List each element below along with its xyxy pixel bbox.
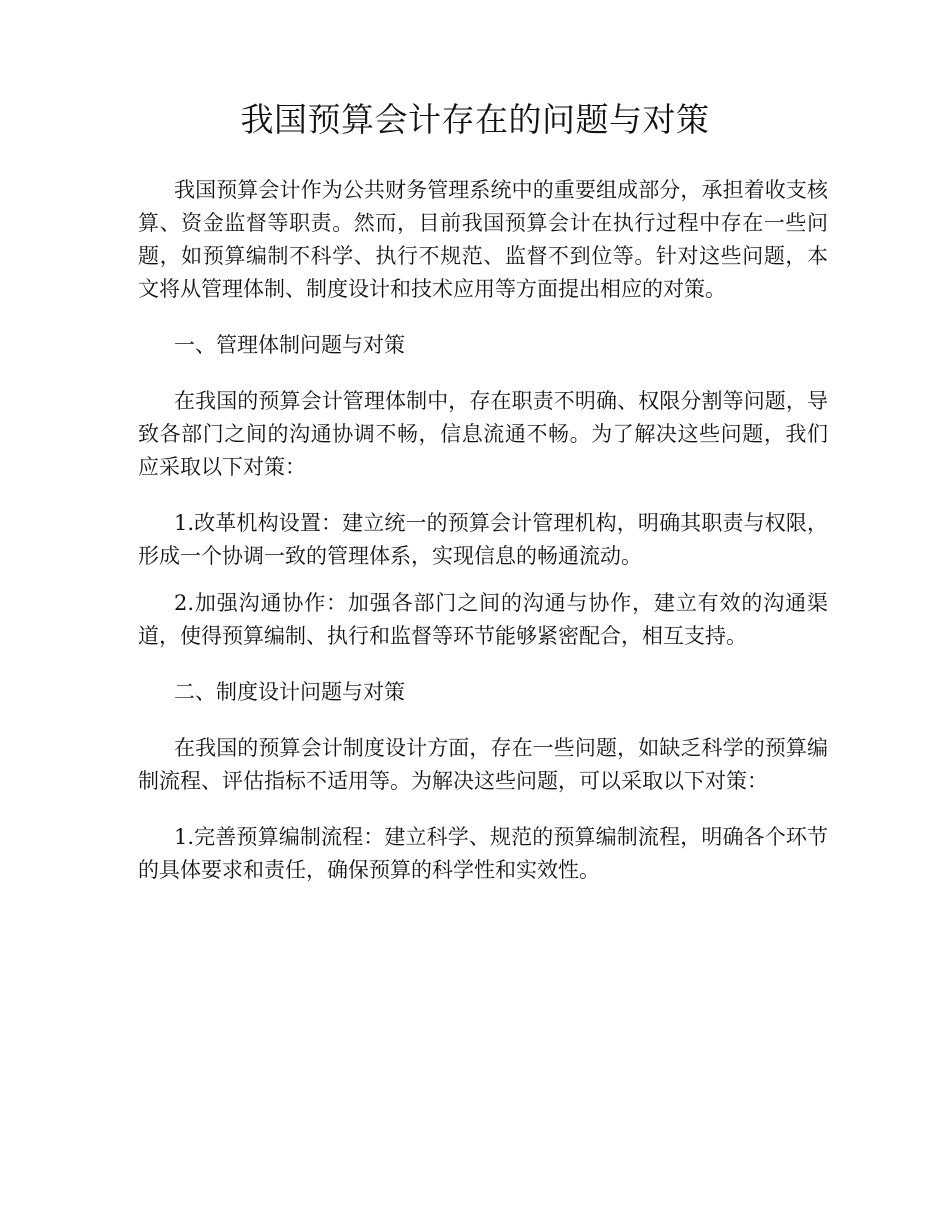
document-body <box>138 174 828 887</box>
intro-paragraph: 我国预算会计作为公共财务管理系统中的重要组成部分，承担着收支核算、资金监督等职责。然而，目前我国预算会计在执行过程中存在一些问题，如预算编制不科学、执行不规范、监督不到位等。针对这些问题，本文将从管理体制、制度设计和技术应用等方面提出相应的对策。 <box>138 178 828 301</box>
document-title: 我国预算会计存在的问题与对策 <box>240 100 710 139</box>
section-2-paragraph: 在我国的预算会计制度设计方面，存在一些问题，如缺乏科学的预算编制流程、评估指标不适用等。为解决这些问题，可以采取以下对策： <box>138 736 828 793</box>
section-1-paragraph: 在我国的预算会计管理体制中，存在职责不明确、权限分割等问题，导致各部门之间的沟通协调不畅，信息流通不畅。为了解决这些问题，我们应采取以下对策： <box>138 389 828 479</box>
section-1-item-1: 1.改革机构设置：建立统一的预算会计管理机构，明确其职责与权限，形成一个协调一致的管理体系，实现信息的畅通流动。 <box>138 511 828 568</box>
section-1-item-2: 2.加强沟通协作：加强各部门之间的沟通与协作，建立有效的沟通渠道，使得预算编制、执行和监督等环节能够紧密配合，相互支持。 <box>138 591 828 648</box>
section-2-item-1: 1.完善预算编制流程：建立科学、规范的预算编制流程，明确各个环节的具体要求和责任，确保预算的科学性和实效性。 <box>138 825 828 882</box>
section-heading-2: 二、制度设计问题与对策 <box>174 680 405 704</box>
section-heading-1: 一、管理体制问题与对策 <box>174 333 405 357</box>
